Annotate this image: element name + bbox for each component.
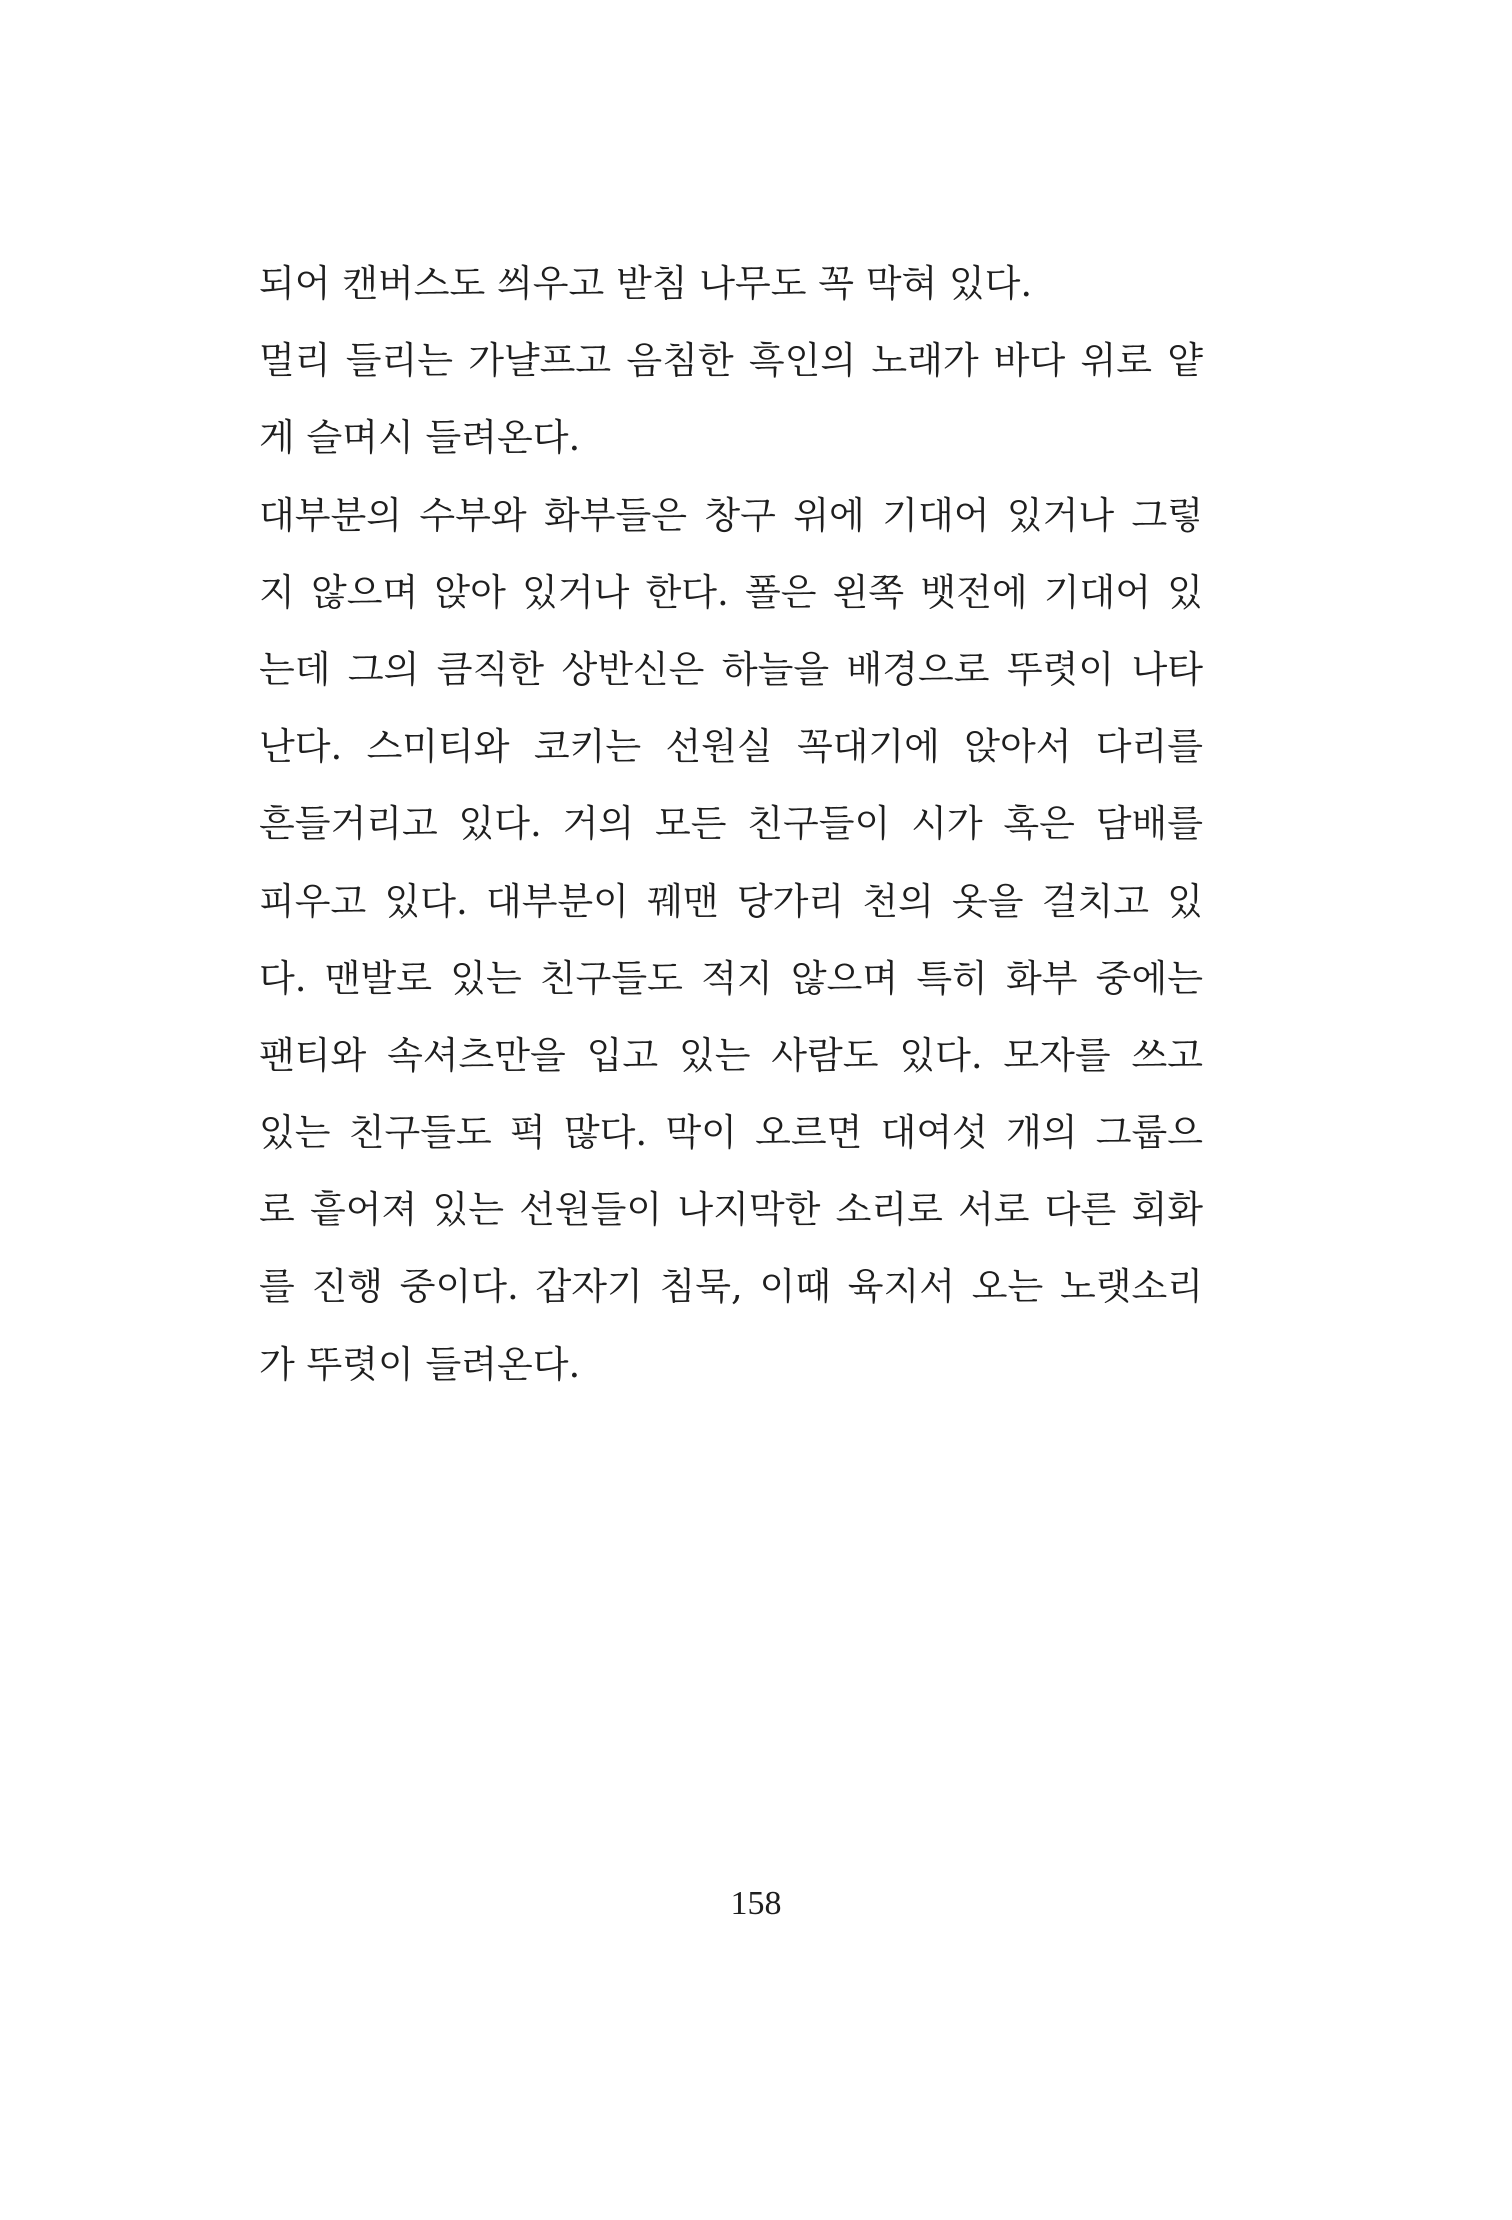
paragraph-3: [259, 477, 1259, 1403]
text-line: 게 슬며시 들려온다.: [259, 416, 581, 460]
paragraph-2: [259, 322, 1259, 476]
text-line: 팬티와 속셔츠만을 입고 있는 사람도 있다. 모자를 쓰고: [259, 1033, 1203, 1077]
text-line: 멀리 들리는 가냘프고 음침한 흑인의 노래가 바다 위로 얕: [259, 339, 1203, 383]
text-line: 대부분의 수부와 화부들은 창구 위에 기대어 있거나 그렇: [259, 493, 1203, 537]
text-line: 있는 친구들도 퍽 많다. 막이 오르면 대여섯 개의 그룹으: [259, 1111, 1203, 1155]
text-line: 피우고 있다. 대부분이 꿰맨 당가리 천의 옷을 걸치고 있: [259, 879, 1203, 923]
text-line: 흔들거리고 있다. 거의 모든 친구들이 시가 혹은 담배를: [259, 802, 1203, 846]
text-line: 난다. 스미티와 코키는 선원실 꼭대기에 앉아서 다리를: [259, 725, 1203, 769]
page-number: 158: [730, 1885, 782, 1922]
paragraph-1: [259, 245, 1259, 322]
text-line: 를 진행 중이다. 갑자기 침묵, 이때 육지서 오는 노랫소리: [259, 1265, 1203, 1309]
text-line: 가 뚜렷이 들려온다.: [259, 1342, 581, 1386]
body-text: [259, 245, 1259, 1403]
text-line: 로 흩어져 있는 선원들이 나지막한 소리로 서로 다른 회화: [259, 1188, 1203, 1232]
text-line: 되어 캔버스도 씌우고 받침 나무도 꼭 막혀 있다.: [259, 262, 1033, 305]
text-line: 는데 그의 큼직한 상반신은 하늘을 배경으로 뚜렷이 나타: [259, 647, 1203, 691]
text-line: 지 않으며 앉아 있거나 한다. 폴은 왼쪽 뱃전에 기대어 있: [259, 570, 1203, 614]
text-line: 다. 맨발로 있는 친구들도 적지 않으며 특히 화부 중에는: [259, 956, 1203, 1000]
